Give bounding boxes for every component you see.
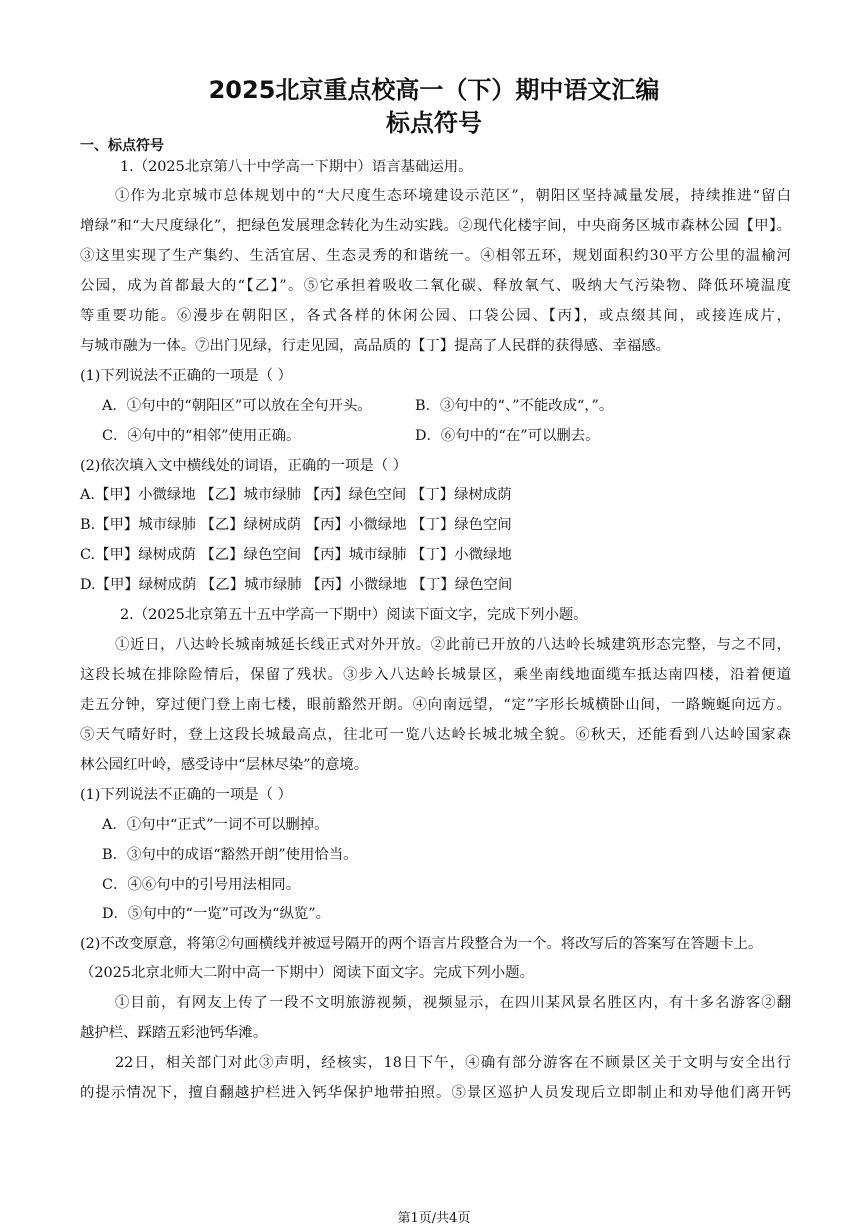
q3-passage-line: 22日，相关部门对此③声明，经核实，18日下午，④确有部分游客在不顾景区关于文明与安全出行 (115, 1055, 791, 1071)
option-a: A．①句中“正式”一词不可以删掉。 (102, 817, 329, 833)
document-title: 2025北京重点校高一（下）期中语文汇编 (208, 76, 660, 104)
option-b: B．③句中的成语“豁然开朗”使用恰当。 (102, 847, 358, 863)
option-d: D．⑤句中的“一览”可改为“纵览”。 (102, 906, 331, 922)
option-d: D.【甲】绿树成荫 【乙】城市绿肺 【丙】小微绿地 【丁】绿色空间 (80, 577, 513, 593)
q1-sub1-stem: (1)下列说法不正确的一项是（ ） (80, 368, 293, 384)
section-heading: 一、标点符号 (80, 138, 164, 154)
q1-header: 1.（2025北京第八十中学高一下期中）语言基础运用。 (120, 159, 473, 175)
q1-sub2-stem: (2)依次填入文中横线处的词语，正确的一项是（ ） (80, 458, 408, 474)
option-c: C．④⑥句中的引号用法相同。 (102, 877, 301, 893)
q1-passage-line: 等重要功能。⑥漫步在朝阳区，各式各样的休闲公园、口袋公园、【丙】，或点缀其间，或接连成片， (80, 308, 791, 324)
option-b: B.【甲】城市绿肺 【乙】绿树成荫 【丙】小微绿地 【丁】绿色空间 (80, 517, 512, 533)
q2-sub2-stem: (2)不改变原意，将第②句画横线并被逗号隔开的两个语言片段整合为一个。将改写后的答案写在答题卡上。 (80, 936, 763, 952)
q2-sub1-stem: (1)下列说法不正确的一项是（ ） (80, 787, 293, 803)
q2-passage-line: 走五分钟，穿过便门登上南七楼，眼前豁然开朗。④向南远望，“定”字形长城横卧山间，一路蜿蜒向远方。 (80, 697, 791, 713)
q3-header: （2025北京北师大二附中高一下期中）阅读下面文字。完成下列小题。 (80, 965, 534, 981)
option-a: A.【甲】小微绿地 【乙】城市绿肺 【丙】绿色空间 【丁】绿树成荫 (80, 487, 512, 503)
q2-header: 2.（2025北京第五十五中学高一下期中）阅读下面文字，完成下列小题。 (120, 607, 588, 623)
q2-passage-line: ①近日，八达岭长城南城延长线正式对外开放。②此前已开放的八达岭长城建筑形态完整，与之不同， (115, 637, 791, 653)
option-c: C．④句中的“相邻”使用正确。 (102, 428, 301, 444)
q2-passage-line: ⑤天气晴好时，登上这段长城最高点，往北可一览八达岭长城北城全貌。⑥秋天，还能看到八达岭国家森 (80, 727, 791, 743)
q1-passage-line: 增绿”和“大尺度绿化”，把绿色发展理念转化为生动实践。②现代化楼宇间，中央商务区城市森林公园【甲】。 (80, 218, 791, 234)
q1-passage-line: ①作为北京城市总体规划中的“大尺度生态环境建设示范区”，朝阳区坚持减量发展，持续推进“留白 (115, 188, 791, 204)
q1-passage-line: ③这里实现了生产集约、生活宜居、生态灵秀的和谐统一。④相邻五环，规划面积约30平方公里的温榆河 (80, 248, 791, 264)
document-subtitle: 标点符号 (386, 109, 482, 137)
q2-passage-line: 林公园红叶岭，感受诗中“层林尽染”的意境。 (80, 757, 369, 773)
q3-passage-line: ①目前，有网友上传了一段不文明旅游视频，视频显示，在四川某风景名胜区内，有十多名游客②翻 (115, 995, 791, 1011)
page-footer: 第1页/共4页 (397, 1211, 471, 1226)
option-a: A．①句中的“朝阳区”可以放在全句开头。 (102, 398, 372, 414)
q3-passage-line: 的提示情况下，擅自翻越护栏进入钙华保护地带拍照。⑤景区巡护人员发现后立即制止和劝导他们离开钙 (80, 1085, 791, 1101)
q2-passage-line: 这段长城在排除险情后，保留了残状。③步入八达岭长城景区，乘坐南线地面缆车抵达南四楼，沿着便道 (80, 667, 791, 683)
option-d: D．⑥句中的“在”可以删去。 (415, 428, 600, 444)
option-b: B．③句中的“、”不能改成“，”。 (415, 398, 614, 414)
option-c: C.【甲】绿树成荫 【乙】绿色空间 【丙】城市绿肺 【丁】小微绿地 (80, 547, 512, 563)
q1-passage-line: 与城市融为一体。⑦出门见绿，行走见园，高品质的【丁】提高了人民群的获得感、幸福感。 (80, 338, 671, 354)
q1-passage-line: 公园，成为首都最大的“【乙】”。⑤它承担着吸收二氧化碳、释放氧气、吸纳大气污染物、降低环境温度 (80, 278, 791, 294)
q3-passage-line: 越护栏、踩踏五彩池钙华滩。 (80, 1025, 268, 1041)
